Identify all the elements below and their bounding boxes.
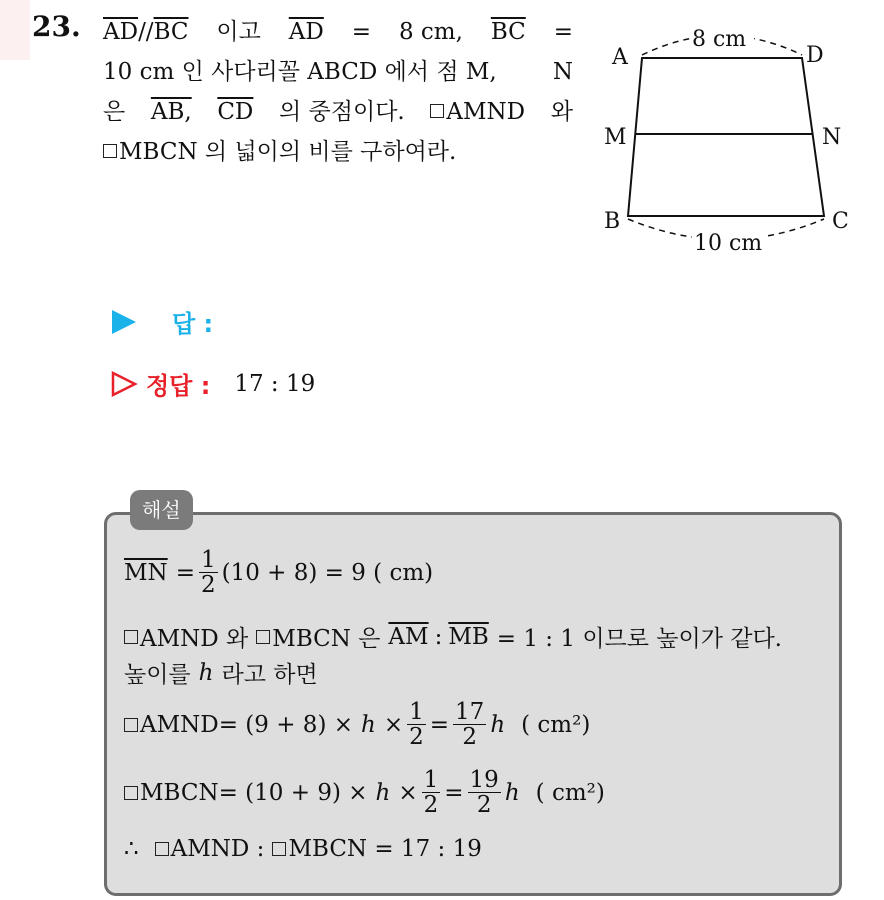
square-icon (430, 104, 444, 118)
answer-row (110, 304, 213, 339)
area-unit: ( cm²) (535, 779, 605, 806)
equals-sign: = (429, 711, 450, 738)
answer-label: 답 : (172, 310, 214, 338)
question-line-2 (103, 52, 573, 92)
quad-amnd: AMND : (170, 836, 265, 862)
vertex-b-label: B (604, 209, 621, 234)
point-n: N (552, 59, 573, 85)
segment-ad-2: $\overline{AD}$ (288, 19, 324, 45)
square-icon (124, 786, 138, 800)
trapezoid-figure (598, 22, 868, 262)
ratio-colon: : (434, 623, 443, 650)
question-line-2-text: 10 cm 인 사다리꼴 ABCD 에서 점 M, (103, 59, 497, 85)
fraction-19-2: $\frac{19}{2}$ (469, 767, 499, 818)
question-word: 이고 (216, 19, 261, 45)
fraction-half: $\frac{1}{2}$ (200, 547, 216, 598)
solution-line-1-rest: (10 + 8) = 9 ( cm) (221, 559, 434, 586)
square-icon (103, 144, 117, 158)
segment-am: $\overline{AM}$ (388, 623, 429, 650)
segment-ad: $\overline{AD}$ (103, 19, 139, 45)
solution-tag: 해설 (130, 490, 193, 530)
vertex-a-label: A (612, 45, 628, 70)
quad-amnd: AMND (446, 99, 526, 125)
fraction-half: $\frac{1}{2}$ (409, 699, 424, 750)
area-unit: ( cm²) (521, 711, 591, 738)
equals-sign: = (351, 19, 372, 45)
fraction-17-2: $\frac{17}{2}$ (455, 699, 485, 750)
height-variable: h (490, 711, 506, 738)
equals-sign: = (175, 559, 195, 586)
solution-line-3-post: 라고 하면 (221, 662, 318, 688)
solution-line-2 (124, 620, 782, 653)
segment-mb: $\overline{MB}$ (448, 623, 489, 650)
segment-ab: AB, (150, 99, 192, 125)
therefore-symbol: ∴ (124, 836, 139, 862)
height-variable: h (361, 711, 376, 738)
solution-line-1 (124, 548, 433, 597)
quad-mbcn: MBCN 은 (272, 626, 381, 652)
times-sign: × (383, 711, 404, 738)
top-length-label: 8 cm (692, 27, 747, 52)
page-corner-mark (0, 0, 30, 60)
solution-line-6 (124, 836, 482, 862)
correct-answer-value: 17 : 19 (234, 370, 316, 397)
solution-line-3 (124, 656, 318, 689)
correct-answer-row (110, 366, 315, 401)
vertex-c-label: C (832, 209, 849, 234)
question-line-1 (103, 12, 573, 52)
question-line-3-pre: 은 (103, 99, 126, 125)
vertex-d-label: D (806, 43, 824, 68)
square-icon (124, 630, 138, 644)
fraction-half: $\frac{1}{2}$ (423, 767, 439, 818)
play-arrow-icon (110, 309, 138, 335)
question-line-3-post: 의 중점이다. (279, 99, 405, 125)
final-ratio: MBCN = 17 : 19 (288, 836, 482, 862)
outline-arrow-icon (110, 371, 138, 397)
correct-answer-label: 정답 : (146, 372, 211, 400)
solution-line-2-rest: = 1 : 1 이므로 높이가 같다. (496, 626, 782, 652)
segment-mn: $\overline{MN}$ (124, 559, 168, 586)
segment-bc-2: $\overline{BC}$ (490, 19, 526, 45)
square-icon (124, 718, 138, 732)
mbcn-area-expr: MBCN= (10 + 9) × (140, 779, 368, 806)
equals-sign-2: = (553, 19, 573, 45)
question-text (103, 12, 573, 172)
times-sign: × (398, 779, 418, 806)
question-line-4 (103, 132, 573, 172)
solution-line-4 (124, 700, 590, 749)
solution-line-3-pre: 높이를 (124, 662, 191, 688)
square-icon (256, 630, 270, 644)
question-line-3-wa: 와 (550, 99, 573, 125)
parallel-symbol: // (138, 19, 154, 45)
bottom-length-label: 10 cm (694, 231, 763, 256)
quad-amnd: AMND 와 (140, 626, 249, 652)
trapezoid-shape (628, 58, 824, 216)
square-icon (155, 842, 169, 856)
height-variable: h (504, 779, 520, 806)
amnd-area-expr: AMND= (9 + 8) × (140, 711, 353, 738)
height-variable: h (198, 659, 214, 686)
question-line-3 (103, 92, 573, 132)
square-icon (272, 842, 286, 856)
question-line-4-text: MBCN 의 넓이의 비를 구하여라. (119, 139, 457, 165)
solution-line-5 (124, 768, 605, 817)
segment-cd: $\overline{CD}$ (217, 99, 254, 125)
height-variable: h (375, 779, 391, 806)
point-m-label: M (604, 125, 627, 150)
ad-length: 8 cm, (398, 19, 463, 45)
question-number: 23. (32, 10, 81, 43)
equals-sign: = (444, 779, 464, 806)
point-n-label: N (822, 125, 842, 150)
segment-bc: $\overline{BC}$ (153, 19, 189, 45)
